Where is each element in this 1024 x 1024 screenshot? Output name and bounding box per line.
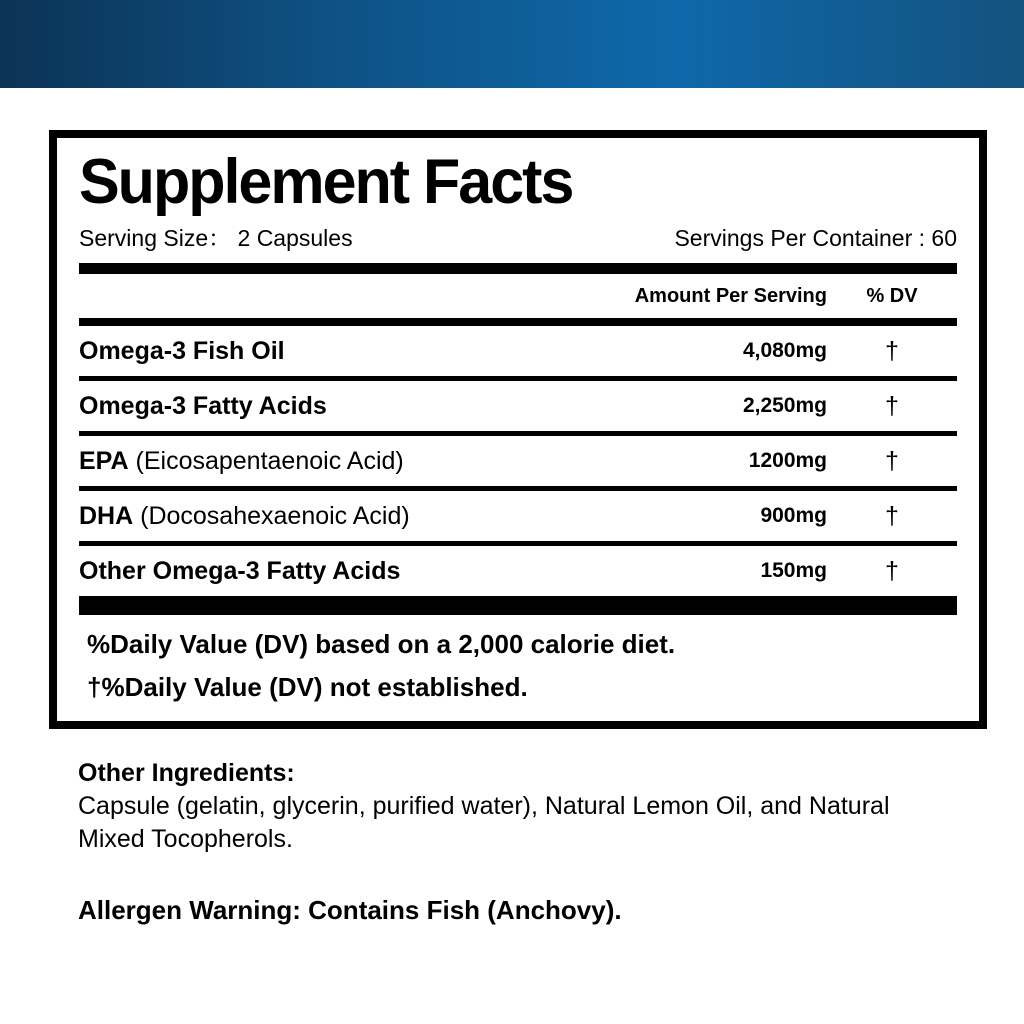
- amount-value: 4,080mg: [742, 339, 827, 363]
- servings-per-container-text: Servings Per Container : 60: [674, 225, 957, 252]
- panel-title: Supplement Facts: [79, 145, 573, 217]
- ingredient-name: Omega-3 Fatty Acids: [79, 391, 327, 420]
- table-row: [79, 546, 957, 601]
- ingredient-cell: [79, 557, 627, 586]
- ingredient-name: Omega-3 Fish Oil: [79, 336, 285, 365]
- serving-size-text: Serving Size： 2 Capsules: [79, 225, 353, 252]
- header-amount-per-serving: Amount Per Serving: [634, 284, 827, 307]
- supplement-facts-panel: [49, 130, 987, 729]
- ingredient-name: Other Omega-3 Fatty Acids: [79, 556, 401, 585]
- ingredient-cell: [79, 447, 627, 476]
- table-header-row: [79, 274, 957, 318]
- table-row: [79, 436, 957, 491]
- amount-value: 900mg: [760, 504, 827, 528]
- divider-thick-bottom: [79, 601, 957, 615]
- table-row: [79, 491, 957, 546]
- other-ingredients-heading: Other Ingredients:: [78, 759, 295, 788]
- dv-dagger: †: [885, 501, 899, 530]
- ingredient-name-suffix: (Docosahexaenoic Acid): [133, 501, 410, 530]
- ingredient-cell: [79, 392, 627, 421]
- ingredient-name: EPA: [79, 446, 129, 475]
- other-ingredients-body: Capsule (gelatin, glycerin, purified water), Natural Lemon Oil, and Natural Mixed Tocopherols.: [78, 792, 890, 854]
- serving-info-row: [79, 220, 957, 253]
- footnote-dv-not-established: †%Daily Value (DV) not established.: [87, 672, 528, 703]
- table-row: [79, 326, 957, 381]
- amount-value: 2,250mg: [742, 394, 827, 418]
- dv-dagger: †: [885, 336, 899, 365]
- divider-medium-header: [79, 318, 957, 326]
- header-gradient-bar: [0, 0, 1024, 88]
- allergen-warning-text: Allergen Warning: Contains Fish (Anchovy).: [78, 895, 622, 926]
- ingredient-cell: [79, 337, 627, 366]
- amount-value: 150mg: [760, 559, 827, 583]
- below-label-section: [78, 757, 964, 927]
- dv-dagger: †: [885, 446, 899, 475]
- dv-dagger: †: [885, 556, 899, 585]
- ingredient-name: DHA: [79, 501, 134, 530]
- header-percent-dv: % DV: [866, 284, 918, 307]
- dv-dagger: †: [885, 391, 899, 420]
- footnotes-block: [79, 615, 957, 721]
- ingredient-cell: [79, 502, 627, 531]
- amount-value: 1200mg: [748, 449, 827, 473]
- footnote-daily-value: %Daily Value (DV) based on a 2,000 calorie diet.: [87, 629, 676, 660]
- divider-thick-top: [79, 263, 957, 274]
- table-row: [79, 381, 957, 436]
- ingredient-name-suffix: (Eicosapentaenoic Acid): [128, 446, 404, 475]
